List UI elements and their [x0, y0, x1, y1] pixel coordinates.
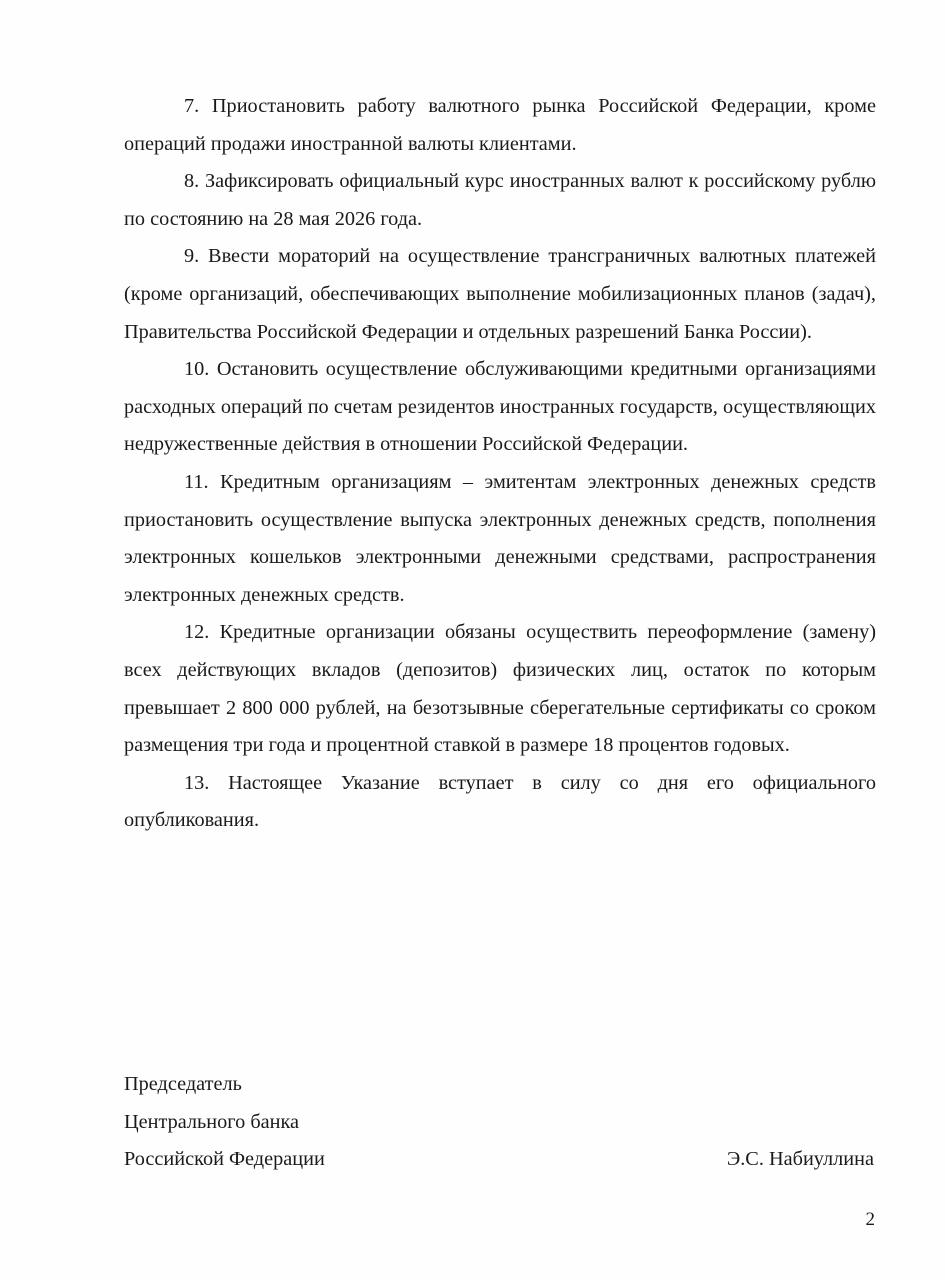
- signatory-title-line-1: Председатель: [124, 1073, 242, 1095]
- signature-block: [124, 1066, 876, 1179]
- paragraph-10: 10. Остановить осуществление обслуживающими кредитными организациями расходных операций по счетам резидентов иностранных государств, осуществляющих недружественные действия в отношении Российской Федерации.: [124, 358, 876, 456]
- signatory-name: Э.С. Набиуллина: [726, 1148, 874, 1171]
- document-body: [124, 88, 876, 840]
- paragraph-12: 12. Кредитные организации обязаны осуществить переоформление (замену) всех действующих вкладов (депозитов) физических лиц, остаток по которым превышает 2 800 000 рублей, на безотзывные сберегательные сертификаты со сроком размещения три года и процентной ставкой в размере 18 процентов годовых.: [124, 621, 876, 757]
- paragraph-9: 9. Ввести мораторий на осуществление трансграничных валютных платежей (кроме организаций, обеспечивающих выполнение мобилизационных планов (задач), Правительства Российской Федерации и отдельных разрешений Банка России).: [124, 245, 876, 343]
- paragraph-11: 11. Кредитным организациям – эмитентам электронных денежных средств приостановить осуществление выпуска электронных денежных средств, пополнения электронных кошельков электронными денежными средствами, распространения электронных денежных средств.: [124, 470, 876, 606]
- page-number: 2: [865, 1209, 875, 1230]
- paragraph-7: 7. Приостановить работу валютного рынка Российской Федерации, кроме операций продажи иностранной валюты клиентами.: [124, 95, 876, 155]
- paragraph-8: 8. Зафиксировать официальный курс иностранных валют к российскому рублю по состоянию на 28 мая 2026 года.: [124, 170, 876, 230]
- signatory-title-line-3: Российской Федерации: [124, 1148, 325, 1171]
- signatory-title-line-2: Центрального банка: [124, 1110, 300, 1133]
- paragraph-13: 13. Настоящее Указание вступает в силу со дня его официального опубликования.: [124, 771, 876, 832]
